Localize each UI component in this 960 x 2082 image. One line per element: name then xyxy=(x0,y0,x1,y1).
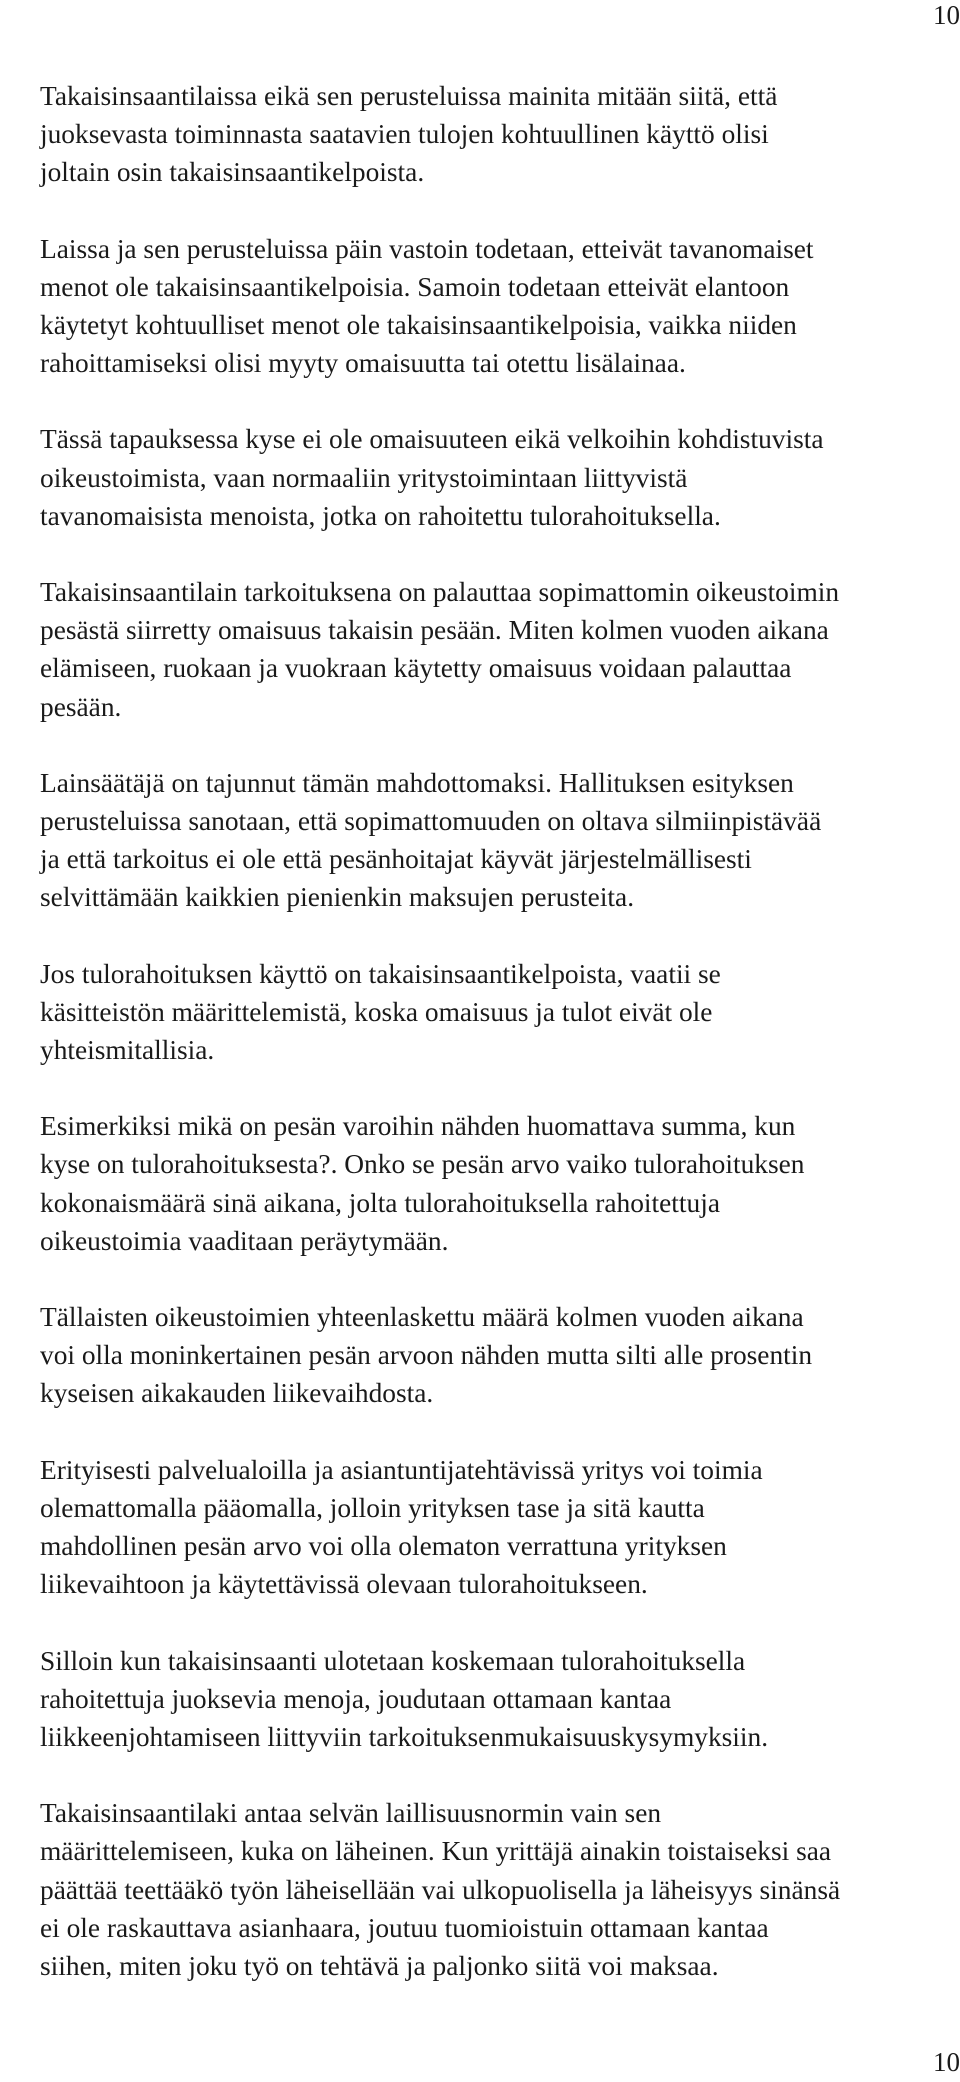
text-line: päättää teettääkö työn läheisellään vai ulkopuolisella ja läheisyys sinänsä xyxy=(40,1874,841,1905)
paragraph xyxy=(40,573,960,726)
text-line: mahdollinen pesän arvo voi olla olematon verrattuna yrityksen xyxy=(40,1531,727,1562)
text-line: kokonaismäärä sinä aikana, jolta tulorahoituksella rahoitettuja xyxy=(40,1187,720,1218)
text-line: Laissa ja sen perusteluissa päin vastoin todetaan, etteivät tavanomaiset xyxy=(40,233,814,264)
text-line: Lainsäätäjä on tajunnut tämän mahdottomaksi. Hallituksen esityksen xyxy=(40,767,794,798)
paragraph xyxy=(40,1642,960,1757)
text-line: Tällaisten oikeustoimien yhteenlaskettu määrä kolmen vuoden aikana xyxy=(40,1302,804,1333)
paragraph xyxy=(40,230,960,383)
page-number-bottom: 10 xyxy=(933,2047,960,2077)
text-line: tavanomaisista menoista, jotka on rahoitettu tulorahoituksella. xyxy=(40,500,721,531)
text-line: Erityisesti palvelualoilla ja asiantuntijatehtävissä yritys voi toimia xyxy=(40,1454,763,1485)
text-line: Takaisinsaantilaki antaa selvän laillisuusnormin vain sen xyxy=(40,1798,662,1829)
text-line: juoksevasta toiminnasta saatavien tulojen kohtuullinen käyttö olisi xyxy=(40,119,769,150)
paragraph xyxy=(40,1107,960,1260)
text-line: oikeustoimia vaaditaan peräytymään. xyxy=(40,1225,449,1256)
paragraph xyxy=(40,77,960,192)
paragraph xyxy=(40,1298,960,1413)
text-line: kyseisen aikakauden liikevaihdosta. xyxy=(40,1378,434,1409)
text-line: Tässä tapauksessa kyse ei ole omaisuuteen eikä velkoihin kohdistuvista xyxy=(40,424,824,455)
text-line: selvittämään kaikkien pienienkin maksujen perusteita. xyxy=(40,882,635,913)
text-line: pesästä siirretty omaisuus takaisin pesään. Miten kolmen vuoden aikana xyxy=(40,615,829,646)
text-line: liikkeenjohtamiseen liittyviin tarkoituksenmukaisuuskysymyksiin. xyxy=(40,1721,769,1752)
text-line: pesään. xyxy=(40,691,122,722)
paragraph xyxy=(40,420,960,535)
text-line: ja että tarkoitus ei ole että pesänhoitajat käyvät järjestelmällisesti xyxy=(40,844,752,875)
text-line: ei ole raskauttava asianhaara, joutuu tuomioistuin ottamaan kantaa xyxy=(40,1912,769,1943)
text-line: käytetyt kohtuulliset menot ole takaisinsaantikelpoisia, vaikka niiden xyxy=(40,310,797,341)
text-line: elämiseen, ruokaan ja vuokraan käytetty omaisuus voidaan palauttaa xyxy=(40,653,792,684)
text-line: yhteismitallisia. xyxy=(40,1035,215,1066)
text-line: Jos tulorahoituksen käyttö on takaisinsaantikelpoista, vaatii se xyxy=(40,958,721,989)
page-number-top: 10 xyxy=(933,0,960,30)
text-line: liikevaihtoon ja käytettävissä olevaan tulorahoitukseen. xyxy=(40,1569,648,1600)
text-line: Takaisinsaantilaissa eikä sen perusteluissa mainita mitään siitä, että xyxy=(40,81,778,111)
paragraph xyxy=(40,1451,960,1604)
text-line: joltain osin takaisinsaantikelpoista. xyxy=(40,157,425,188)
text-line: rahoittamiseksi olisi myyty omaisuutta tai otettu lisälainaa. xyxy=(40,348,686,379)
text-line: rahoitettuja juoksevia menoja, joudutaan ottamaan kantaa xyxy=(40,1683,672,1714)
text-line: Takaisinsaantilain tarkoituksena on palauttaa sopimattomin oikeustoimin xyxy=(40,577,840,608)
paragraph xyxy=(40,955,960,1070)
text-line: määrittelemiseen, kuka on läheinen. Kun yrittäjä ainakin toistaiseksi saa xyxy=(40,1836,832,1867)
text-line: Esimerkiksi mikä on pesän varoihin nähden huomattava summa, kun xyxy=(40,1111,796,1142)
text-line: kyse on tulorahoituksesta?. Onko se pesän arvo vaiko tulorahoituksen xyxy=(40,1149,805,1180)
document-body xyxy=(40,77,960,2023)
text-line: perusteluissa sanotaan, että sopimattomuuden on oltava silmiinpistävää xyxy=(40,806,822,837)
text-line: siihen, miten joku työ on tehtävä ja paljonko siitä voi maksaa. xyxy=(40,1950,719,1981)
text-line: menot ole takaisinsaantikelpoisia. Samoin todetaan etteivät elantoon xyxy=(40,271,790,302)
text-line: oikeustoimista, vaan normaaliin yritystoimintaan liittyvistä xyxy=(40,462,688,493)
text-line: voi olla moninkertainen pesän arvoon nähden mutta silti alle prosentin xyxy=(40,1340,813,1371)
text-line: olemattomalla pääomalla, jolloin yrityksen tase ja sitä kautta xyxy=(40,1492,705,1523)
text-line: käsitteistön määrittelemistä, koska omaisuus ja tulot eivät ole xyxy=(40,996,713,1027)
paragraph xyxy=(40,1794,960,1985)
paragraph xyxy=(40,764,960,917)
text-line: Silloin kun takaisinsaanti ulotetaan koskemaan tulorahoituksella xyxy=(40,1645,746,1676)
